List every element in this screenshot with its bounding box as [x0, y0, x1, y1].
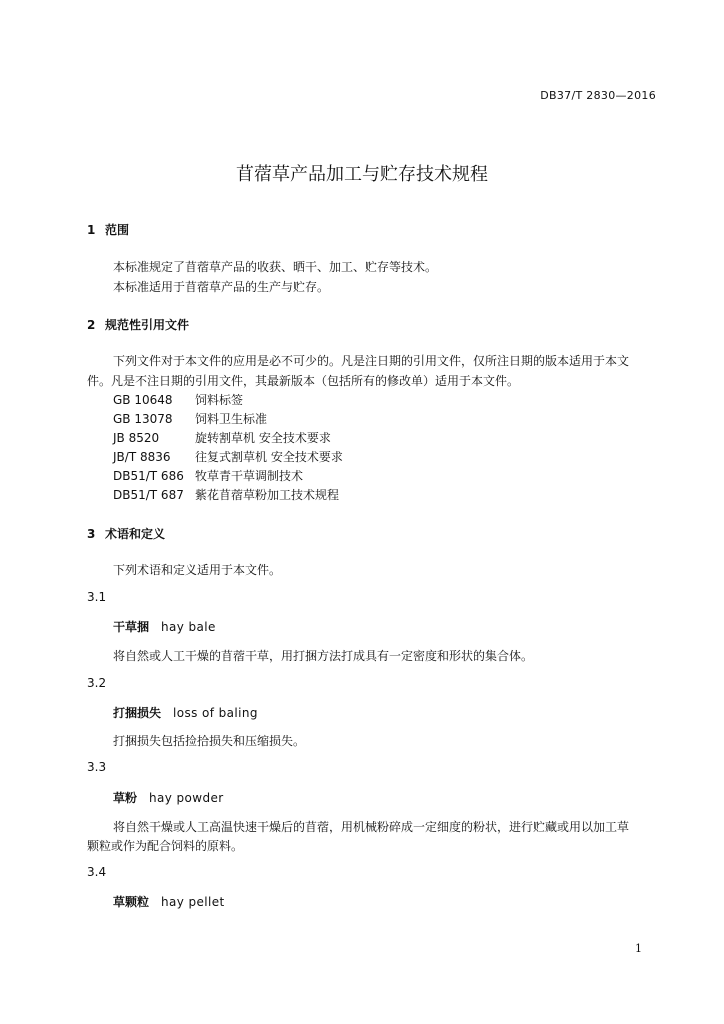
section-title: 术语和定义 — [105, 527, 166, 541]
section-title: 范围 — [105, 223, 130, 237]
reference-code: DB51/T 686 — [113, 469, 184, 483]
paragraph: 下列术语和定义适用于本文件。 — [113, 563, 282, 577]
paragraph: 本标准适用于苜蓿草产品的生产与贮存。 — [113, 280, 330, 294]
term-chinese: 打捆损失 — [113, 706, 162, 720]
section-heading-3 — [87, 525, 165, 542]
term-definition: 将自然或人工干燥的苜蓿干草，用打捆方法打成具有一定密度和形状的集合体。 — [113, 649, 534, 663]
term-entry — [113, 704, 258, 721]
section-heading-2 — [87, 316, 189, 333]
document-title: 苜蓿草产品加工与贮存技术规程 — [236, 164, 488, 185]
reference-title: 往复式割草机 安全技术要求 — [195, 450, 343, 464]
term-definition: 将自然干燥或人工高温快速干燥后的苜蓿，用机械粉碎成一定细度的粉状，进行贮藏或用以加工草 — [113, 820, 630, 834]
reference-item — [113, 486, 339, 503]
term-english: hay bale — [161, 620, 216, 634]
clause-number: 3.4 — [87, 865, 107, 879]
reference-item — [113, 391, 243, 408]
clause-number: 3.3 — [87, 760, 107, 774]
page-number: 1 — [635, 942, 642, 955]
paragraph-continuation: 件。凡是不注日期的引用文件，其最新版本（包括所有的修改单）适用于本文件。 — [87, 374, 520, 388]
clause-number: 3.1 — [87, 590, 107, 604]
reference-item — [113, 448, 343, 465]
section-number: 1 — [87, 223, 96, 237]
section-heading-1 — [87, 221, 129, 238]
term-english: hay pellet — [161, 895, 225, 909]
term-english: hay powder — [149, 791, 224, 805]
reference-item — [113, 429, 331, 446]
reference-title: 饲料标签 — [195, 393, 244, 407]
reference-code: JB 8520 — [113, 431, 160, 445]
reference-code: DB51/T 687 — [113, 488, 184, 502]
reference-title: 饲料卫生标准 — [195, 412, 268, 426]
term-chinese: 草粉 — [113, 791, 138, 805]
reference-title: 牧草青干草调制技术 — [195, 469, 304, 483]
term-chinese: 草颗粒 — [113, 895, 150, 909]
section-title: 规范性引用文件 — [105, 318, 190, 332]
reference-code: GB 13078 — [113, 412, 173, 426]
clause-number: 3.2 — [87, 676, 107, 690]
term-definition: 打捆损失包括捡拾损失和压缩损失。 — [113, 734, 306, 748]
section-number: 2 — [87, 318, 96, 332]
term-entry — [113, 618, 216, 635]
paragraph: 下列文件对于本文件的应用是必不可少的。凡是注日期的引用文件，仅所注日期的版本适用于本文 — [113, 354, 630, 368]
document-number: DB37/T 2830—2016 — [540, 89, 656, 102]
reference-title: 紫花苜蓿草粉加工技术规程 — [195, 488, 340, 502]
reference-code: GB 10648 — [113, 393, 173, 407]
term-definition-continuation: 颗粒或作为配合饲料的原料。 — [87, 839, 244, 853]
term-english: loss of baling — [173, 706, 258, 720]
paragraph: 本标准规定了苜蓿草产品的收获、晒干、加工、贮存等技术。 — [113, 260, 438, 274]
section-number: 3 — [87, 527, 96, 541]
reference-code: JB/T 8836 — [113, 450, 171, 464]
term-entry — [113, 893, 225, 910]
term-entry — [113, 789, 224, 806]
reference-item — [113, 467, 303, 484]
term-chinese: 干草捆 — [113, 620, 150, 634]
reference-title: 旋转割草机 安全技术要求 — [195, 431, 331, 445]
reference-item — [113, 410, 267, 427]
